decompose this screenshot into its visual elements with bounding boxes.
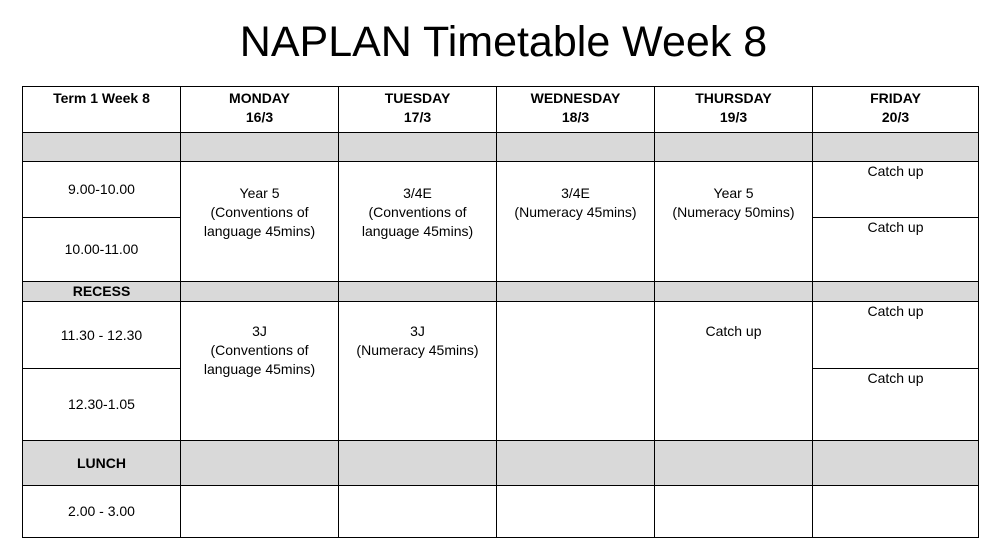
recess-row	[23, 282, 979, 302]
session-class: Year 5	[713, 185, 754, 201]
day-date: 20/3	[881, 109, 910, 125]
session-empty	[655, 486, 813, 538]
session-monday-midday	[181, 302, 339, 441]
session-detail: (Conventions of	[210, 342, 309, 358]
session-class: 3/4E	[561, 185, 590, 201]
day-date: 16/3	[245, 109, 274, 125]
spacer-cell	[813, 133, 979, 162]
day-name: TUESDAY	[384, 90, 451, 106]
session-empty	[339, 486, 497, 538]
spacer-cell	[339, 441, 497, 486]
session-empty	[181, 486, 339, 538]
day-header-monday	[181, 87, 339, 133]
session-detail: (Numeracy 50mins)	[672, 204, 795, 220]
session-detail: (Conventions of	[368, 204, 467, 220]
session-thursday-morning	[655, 162, 813, 282]
spacer-row	[23, 133, 979, 162]
day-date: 18/3	[561, 109, 590, 125]
timetable	[22, 86, 979, 538]
spacer-cell	[497, 282, 655, 302]
session-tuesday-midday	[339, 302, 497, 441]
session-class: 3J	[252, 323, 267, 339]
spacer-cell	[339, 133, 497, 162]
page-title: NAPLAN Timetable Week 8	[239, 18, 768, 66]
spacer-cell	[813, 441, 979, 486]
term-header: Term 1 Week 8	[23, 87, 181, 133]
day-name: THURSDAY	[695, 90, 772, 106]
time-label: 11.30 - 12.30	[23, 302, 181, 369]
session-friday-slot4: Catch up	[813, 369, 979, 441]
day-header-wednesday	[497, 87, 655, 133]
spacer-cell	[339, 282, 497, 302]
session-detail: language 45mins)	[203, 223, 316, 239]
time-label: 9.00-10.00	[23, 162, 181, 218]
session-detail: language 45mins)	[361, 223, 474, 239]
day-header-tuesday	[339, 87, 497, 133]
session-friday-slot2: Catch up	[813, 218, 979, 282]
lunch-row	[23, 441, 979, 486]
session-friday-slot3: Catch up	[813, 302, 979, 369]
session-wednesday-morning	[497, 162, 655, 282]
session-detail: (Numeracy 45mins)	[514, 204, 637, 220]
session-wednesday-midday	[497, 302, 655, 441]
day-name: MONDAY	[229, 90, 290, 106]
spacer-cell	[655, 282, 813, 302]
session-detail: (Numeracy 45mins)	[356, 342, 479, 358]
spacer-cell	[181, 133, 339, 162]
spacer-cell	[181, 441, 339, 486]
header-row	[23, 87, 979, 133]
spacer-cell	[23, 133, 181, 162]
session-friday-slot1: Catch up	[813, 162, 979, 218]
session-class: 3J	[410, 323, 425, 339]
spacer-cell	[497, 441, 655, 486]
recess-label: RECESS	[23, 282, 181, 302]
spacer-cell	[181, 282, 339, 302]
session-detail: (Conventions of	[210, 204, 309, 220]
spacer-cell	[655, 441, 813, 486]
time-label: 10.00-11.00	[23, 218, 181, 282]
session-empty	[813, 486, 979, 538]
session-class: 3/4E	[403, 185, 432, 201]
spacer-cell	[655, 133, 813, 162]
spacer-cell	[813, 282, 979, 302]
day-name: WEDNESDAY	[530, 90, 621, 106]
time-row-slot3	[23, 302, 979, 369]
session-empty	[497, 486, 655, 538]
day-name: FRIDAY	[870, 90, 921, 106]
session-thursday-midday: Catch up	[655, 302, 813, 441]
session-class: Year 5	[239, 185, 280, 201]
session-tuesday-morning	[339, 162, 497, 282]
day-date: 19/3	[719, 109, 748, 125]
time-row-slot1	[23, 162, 979, 218]
time-row-slot5	[23, 486, 979, 538]
time-label: 2.00 - 3.00	[23, 486, 181, 538]
time-label: 12.30-1.05	[23, 369, 181, 441]
session-detail: language 45mins)	[203, 361, 316, 377]
day-header-thursday	[655, 87, 813, 133]
lunch-label: LUNCH	[23, 441, 181, 486]
day-date: 17/3	[403, 109, 432, 125]
session-monday-morning	[181, 162, 339, 282]
spacer-cell	[497, 133, 655, 162]
day-header-friday	[813, 87, 979, 133]
